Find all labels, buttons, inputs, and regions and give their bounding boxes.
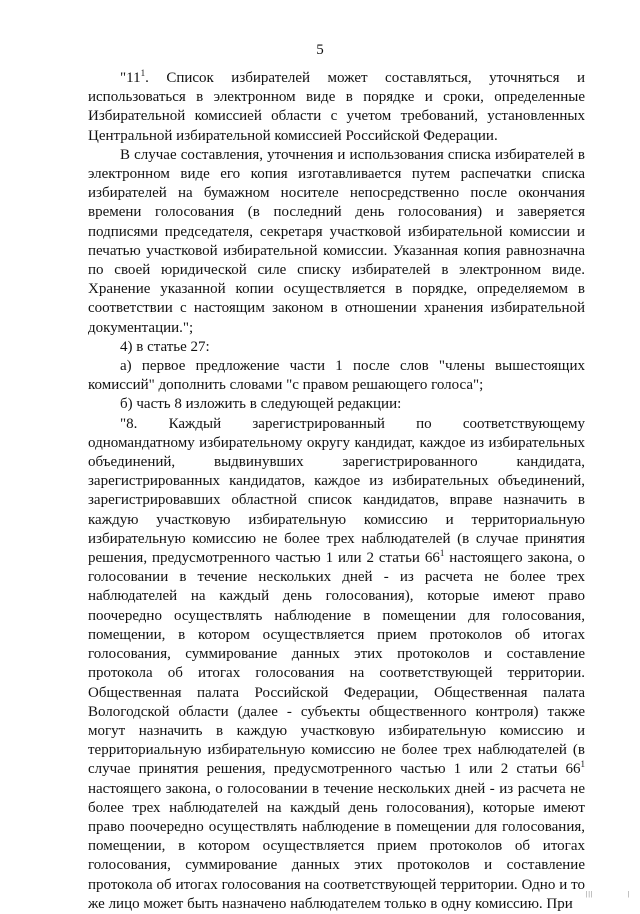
scan-marks: ||| xyxy=(586,890,594,898)
paragraph-text: настоящего закона, о голосовании в течение нескольких дней - из расчета не более трех наблюдателей на каждый день голосования), которые имеют право поочередно осуществлять наблюдение в помещении для голосования, помещении, в котором осуществляется прием протоколов об итогах голосования, суммирование данных этих протоколов и составление протокола об итогах голосования на соответствующей территории. Общественная палата Российской Федерации, Общественная палата Вологодской области (далее - субъекты общественного контроля) также могут назначить в каждую участковую избирательную комиссию и территориальную избирательную комиссию не более трех наблюдателей (в случае принятия решения, предусмотренного частью 1 или 2 статьи 66 xyxy=(88,550,585,778)
paragraph-item-4: 4) в статье 27: xyxy=(120,338,210,355)
paragraph-article-11-1 xyxy=(88,69,585,146)
document-body xyxy=(88,69,585,914)
paragraph-text: "8. Каждый зарегистрированный по соответствующему одномандатному избирательному округу кандидат, каждое из избирательных объединений, выдвинувших зарегистрированного кандидата, зарегистрированных кандидатов, каждое из избирательных объединений, зарегистрировавших областной список кандидатов, вправе назначить в каждую участковую избирательную комиссию и территориальную избирательную комиссию не более трех наблюдателей (в случае принятия решения, предусмотренного частью 1 или 2 статьи 66 xyxy=(88,415,585,567)
page-number: 5 xyxy=(316,42,324,58)
corner-mark: | xyxy=(628,890,630,898)
superscript-index: 1 xyxy=(580,759,585,770)
paragraph-part-8 xyxy=(88,415,585,914)
superscript-index: 1 xyxy=(140,68,146,78)
paragraph-electronic-copy: В случае составления, уточнения и использования списка избирателей в электронном виде его копия изготавливается путем распечатки списка избирателей на бумажном носителе непосредственно после окончания времени голосования (в последний день голосования) и заверяется подписями председателя, секретаря участковой избирательной комиссии и печатью участковой избирательной комиссии. Указанная копия равнозначна по своей юридической силе списку избирателей в электронном виде. Хранение указанной копии осуществляется в порядке, определяемом в соответствии с настоящим законом в отношении хранения избирательной документации."; xyxy=(88,146,585,336)
paragraph-text: настоящего закона, о голосовании в течение нескольких дней - из расчета не более трех наблюдателей на каждый день голосования), которые имеют право поочередно осуществлять наблюдение в помещении для голосования, помещении, в котором осуществляется прием протоколов об итогах голосования, суммирование данных этих протоколов и составление протокола об итогах голосования на соответствующей территории. Одно и то же лицо может быть назначено наблюдателем только в одну комиссию. При xyxy=(88,780,585,912)
paragraph-text: . Список избирателей может составляться, уточняться и использоваться в электронном виде в порядке и сроки, определенные Избирательной комиссией области с учетом требований, установленных Центральной избирательной комиссией Российской Федерации. xyxy=(88,70,585,144)
paragraph-item-a: а) первое предложение части 1 после слов "члены вышестоящих комиссий" дополнить словами "с правом решающего голоса"; xyxy=(88,358,585,394)
paragraph-prefix: "11 xyxy=(120,70,141,86)
paragraph-item-b: б) часть 8 изложить в следующей редакции: xyxy=(120,396,402,413)
superscript-index: 1 xyxy=(439,548,445,559)
